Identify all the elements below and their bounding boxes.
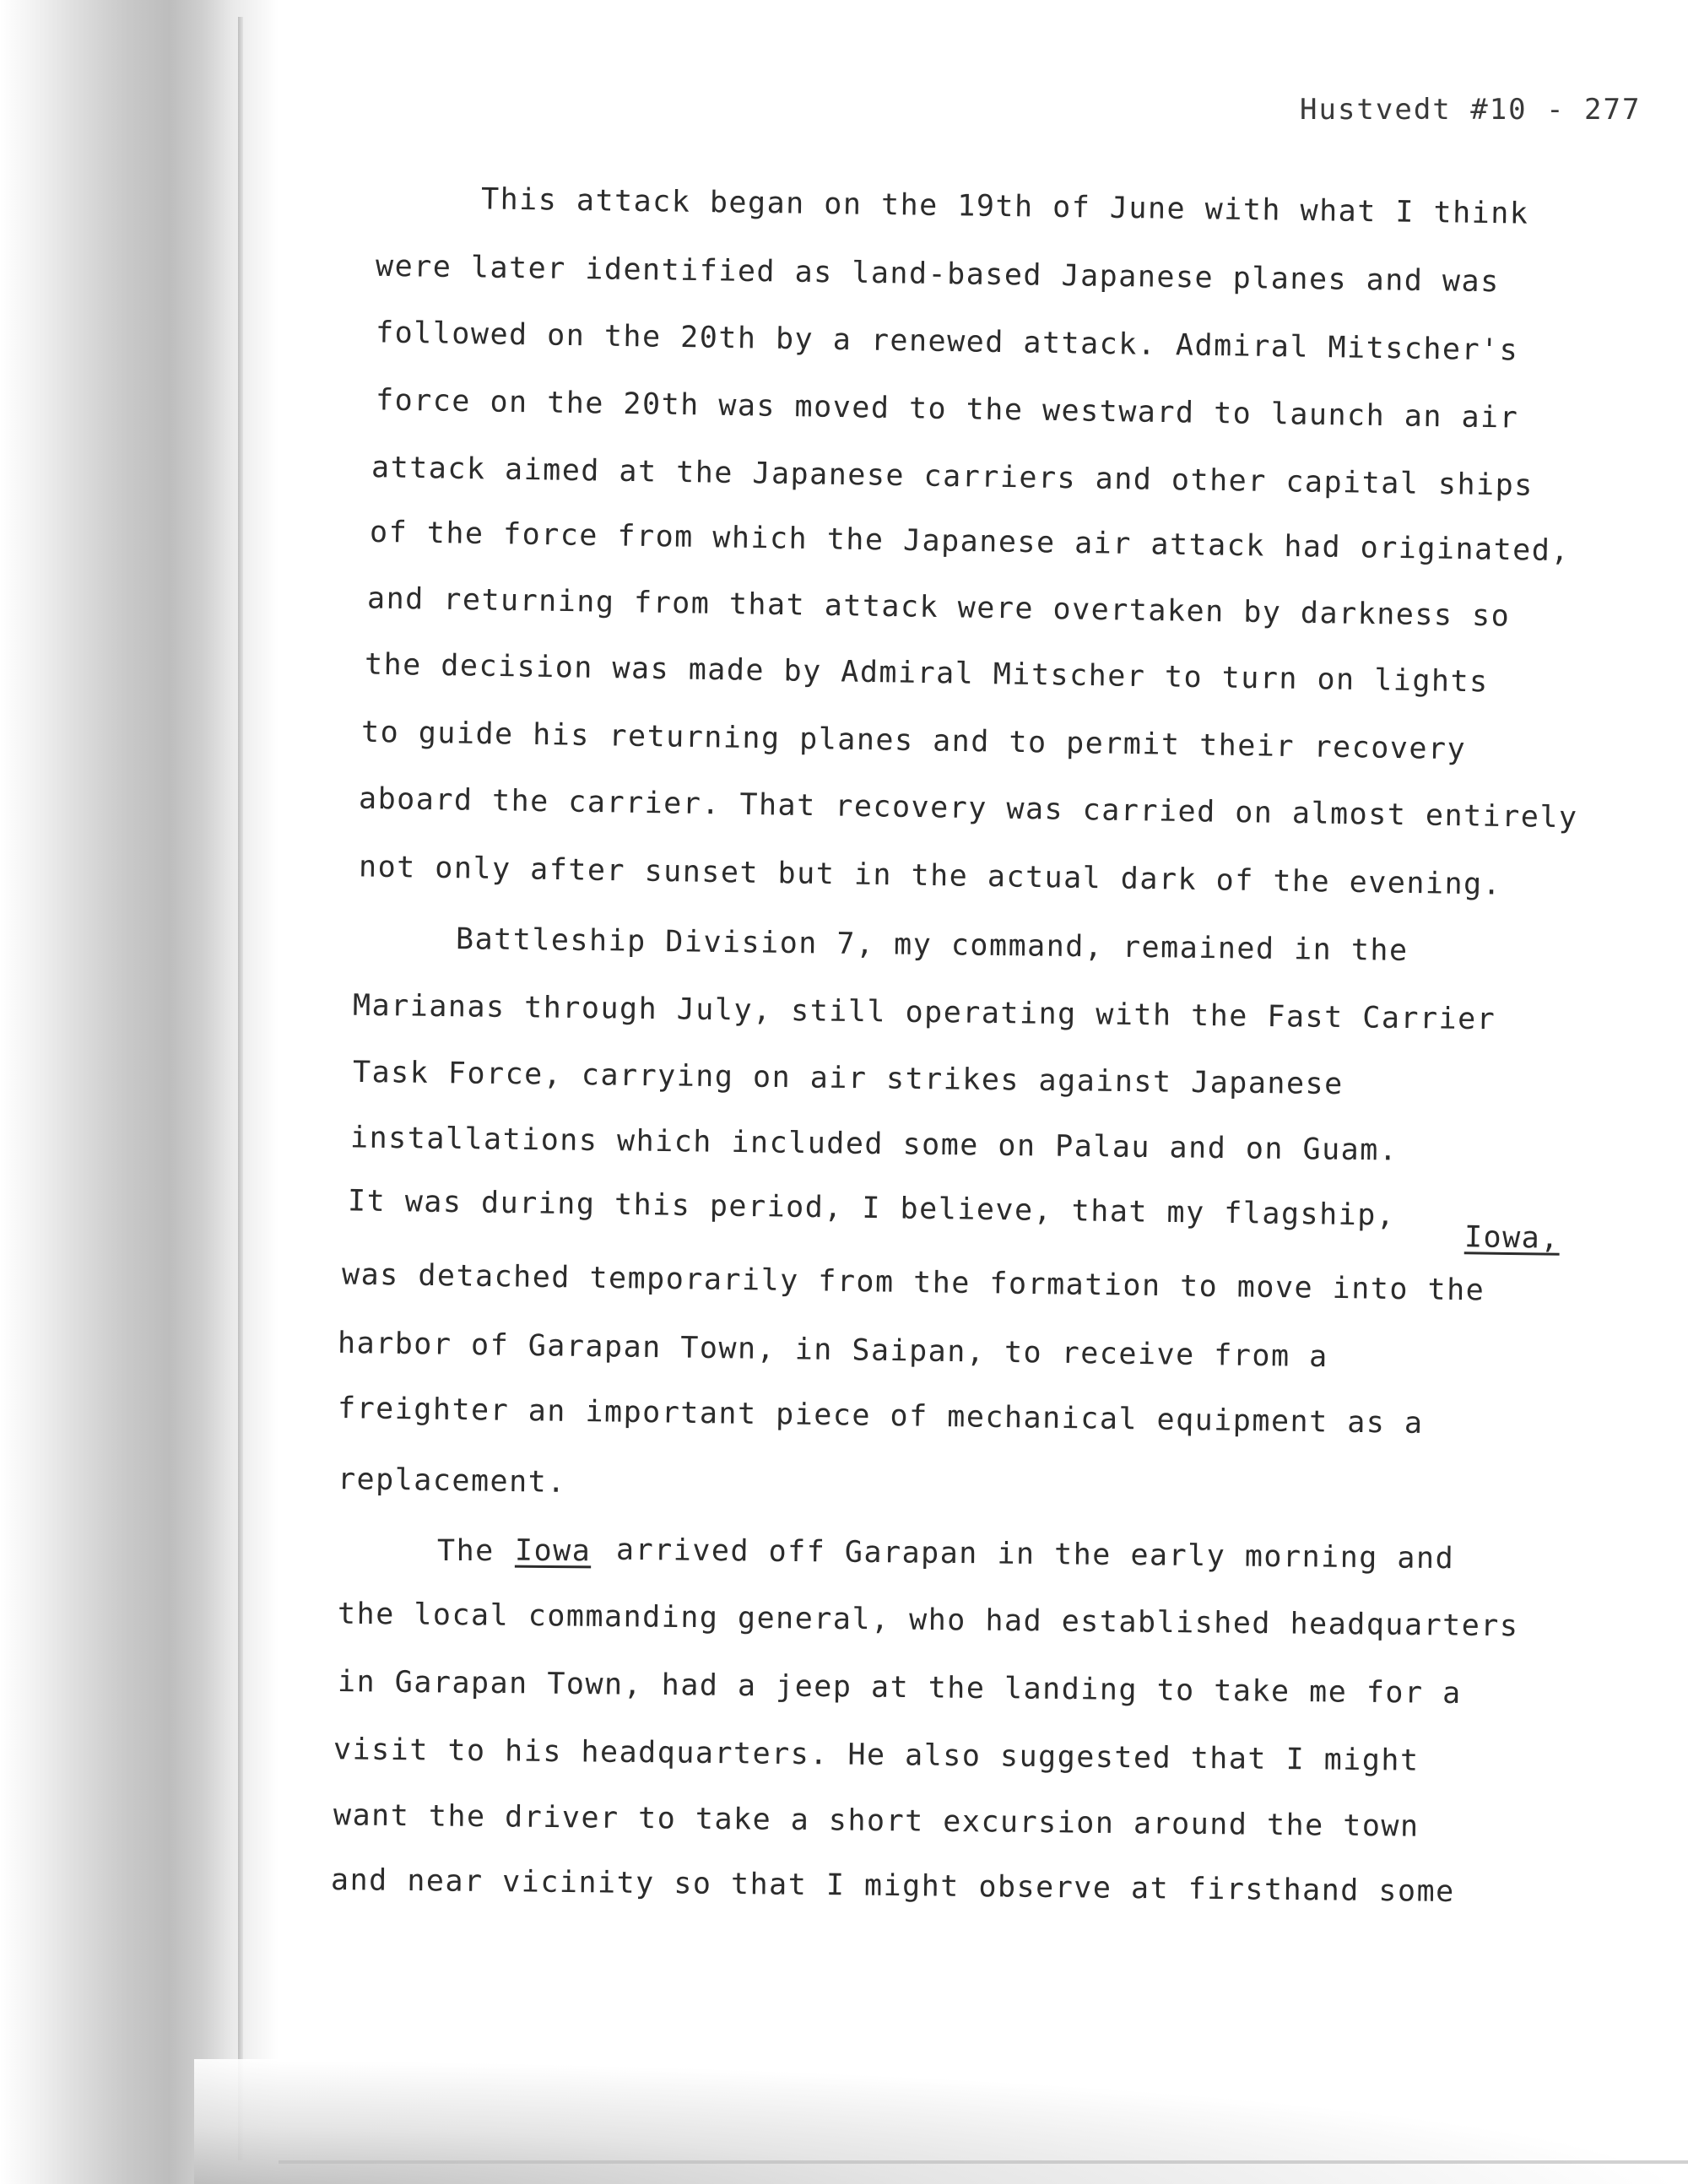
text-line: installations which included some on Palau and on Guam. bbox=[349, 1121, 1399, 1168]
text-line: Task Force, carrying on air strikes against Japanese bbox=[352, 1055, 1344, 1102]
ship-name-iowa: Iowa, bbox=[1463, 1220, 1561, 1256]
text-line: followed on the 20th by a renewed attack. Admiral Mitscher's bbox=[375, 316, 1519, 368]
text-line: of the force from which the Japanese air attack had originated, bbox=[369, 515, 1571, 569]
text-line: not only after sunset but in the actual dark of the evening. bbox=[358, 850, 1502, 902]
text-line: It was during this period, I believe, that my flagship, bbox=[347, 1184, 1396, 1233]
ship-name-iowa: Iowa bbox=[514, 1533, 592, 1569]
text-line: The bbox=[437, 1534, 495, 1568]
text-line: in Garapan Town, had a jeep at the landing to take me for a bbox=[337, 1665, 1462, 1711]
text-line: force on the 20th was moved to the westward to launch an air bbox=[375, 383, 1519, 435]
text-line: Marianas through July, still operating with the Fast Carrier bbox=[352, 988, 1496, 1037]
text-line: Battleship Division 7, my command, remained in the bbox=[455, 922, 1409, 968]
text-line: and near vicinity so that I might observe at firsthand some bbox=[330, 1863, 1455, 1909]
text-line: to guide his returning planes and to permit their recovery bbox=[360, 715, 1467, 767]
text-line: aboard the carrier. That recovery was carried on almost entirely bbox=[358, 781, 1578, 835]
text-line: arrived off Garapan in the early morning and bbox=[615, 1533, 1455, 1576]
text-line: and returning from that attack were overtaken by darkness so bbox=[366, 581, 1511, 634]
text-line: the local commanding general, who had established headquarters bbox=[337, 1597, 1519, 1644]
text-line: visit to his headquarters. He also suggested that I might bbox=[333, 1733, 1420, 1778]
text-line: This attack began on the 19th of June with what I think bbox=[480, 182, 1529, 231]
binding-fold bbox=[238, 17, 243, 2160]
text-line: harbor of Garapan Town, in Saipan, to receive from a bbox=[337, 1326, 1328, 1375]
text-line: replacement. bbox=[337, 1462, 567, 1500]
text-line: want the driver to take a short excursion around the town bbox=[333, 1798, 1420, 1844]
page-bottom-edge bbox=[279, 2160, 1688, 2164]
text-line: the decision was made by Admiral Mitscher to turn on lights bbox=[364, 647, 1489, 700]
page-curl-shadow bbox=[194, 2059, 1688, 2184]
text-line: attack aimed at the Japanese carriers and other capital ships bbox=[371, 451, 1534, 503]
text-line: were later identified as land-based Japanese planes and was bbox=[375, 249, 1500, 300]
page-header: Hustvedt #10 - 277 bbox=[1300, 93, 1642, 127]
binding-shadow bbox=[0, 0, 279, 2184]
text-line: was detached temporarily from the formation to move into the bbox=[341, 1257, 1485, 1308]
text-line: freighter an important piece of mechanical equipment as a bbox=[337, 1392, 1424, 1441]
